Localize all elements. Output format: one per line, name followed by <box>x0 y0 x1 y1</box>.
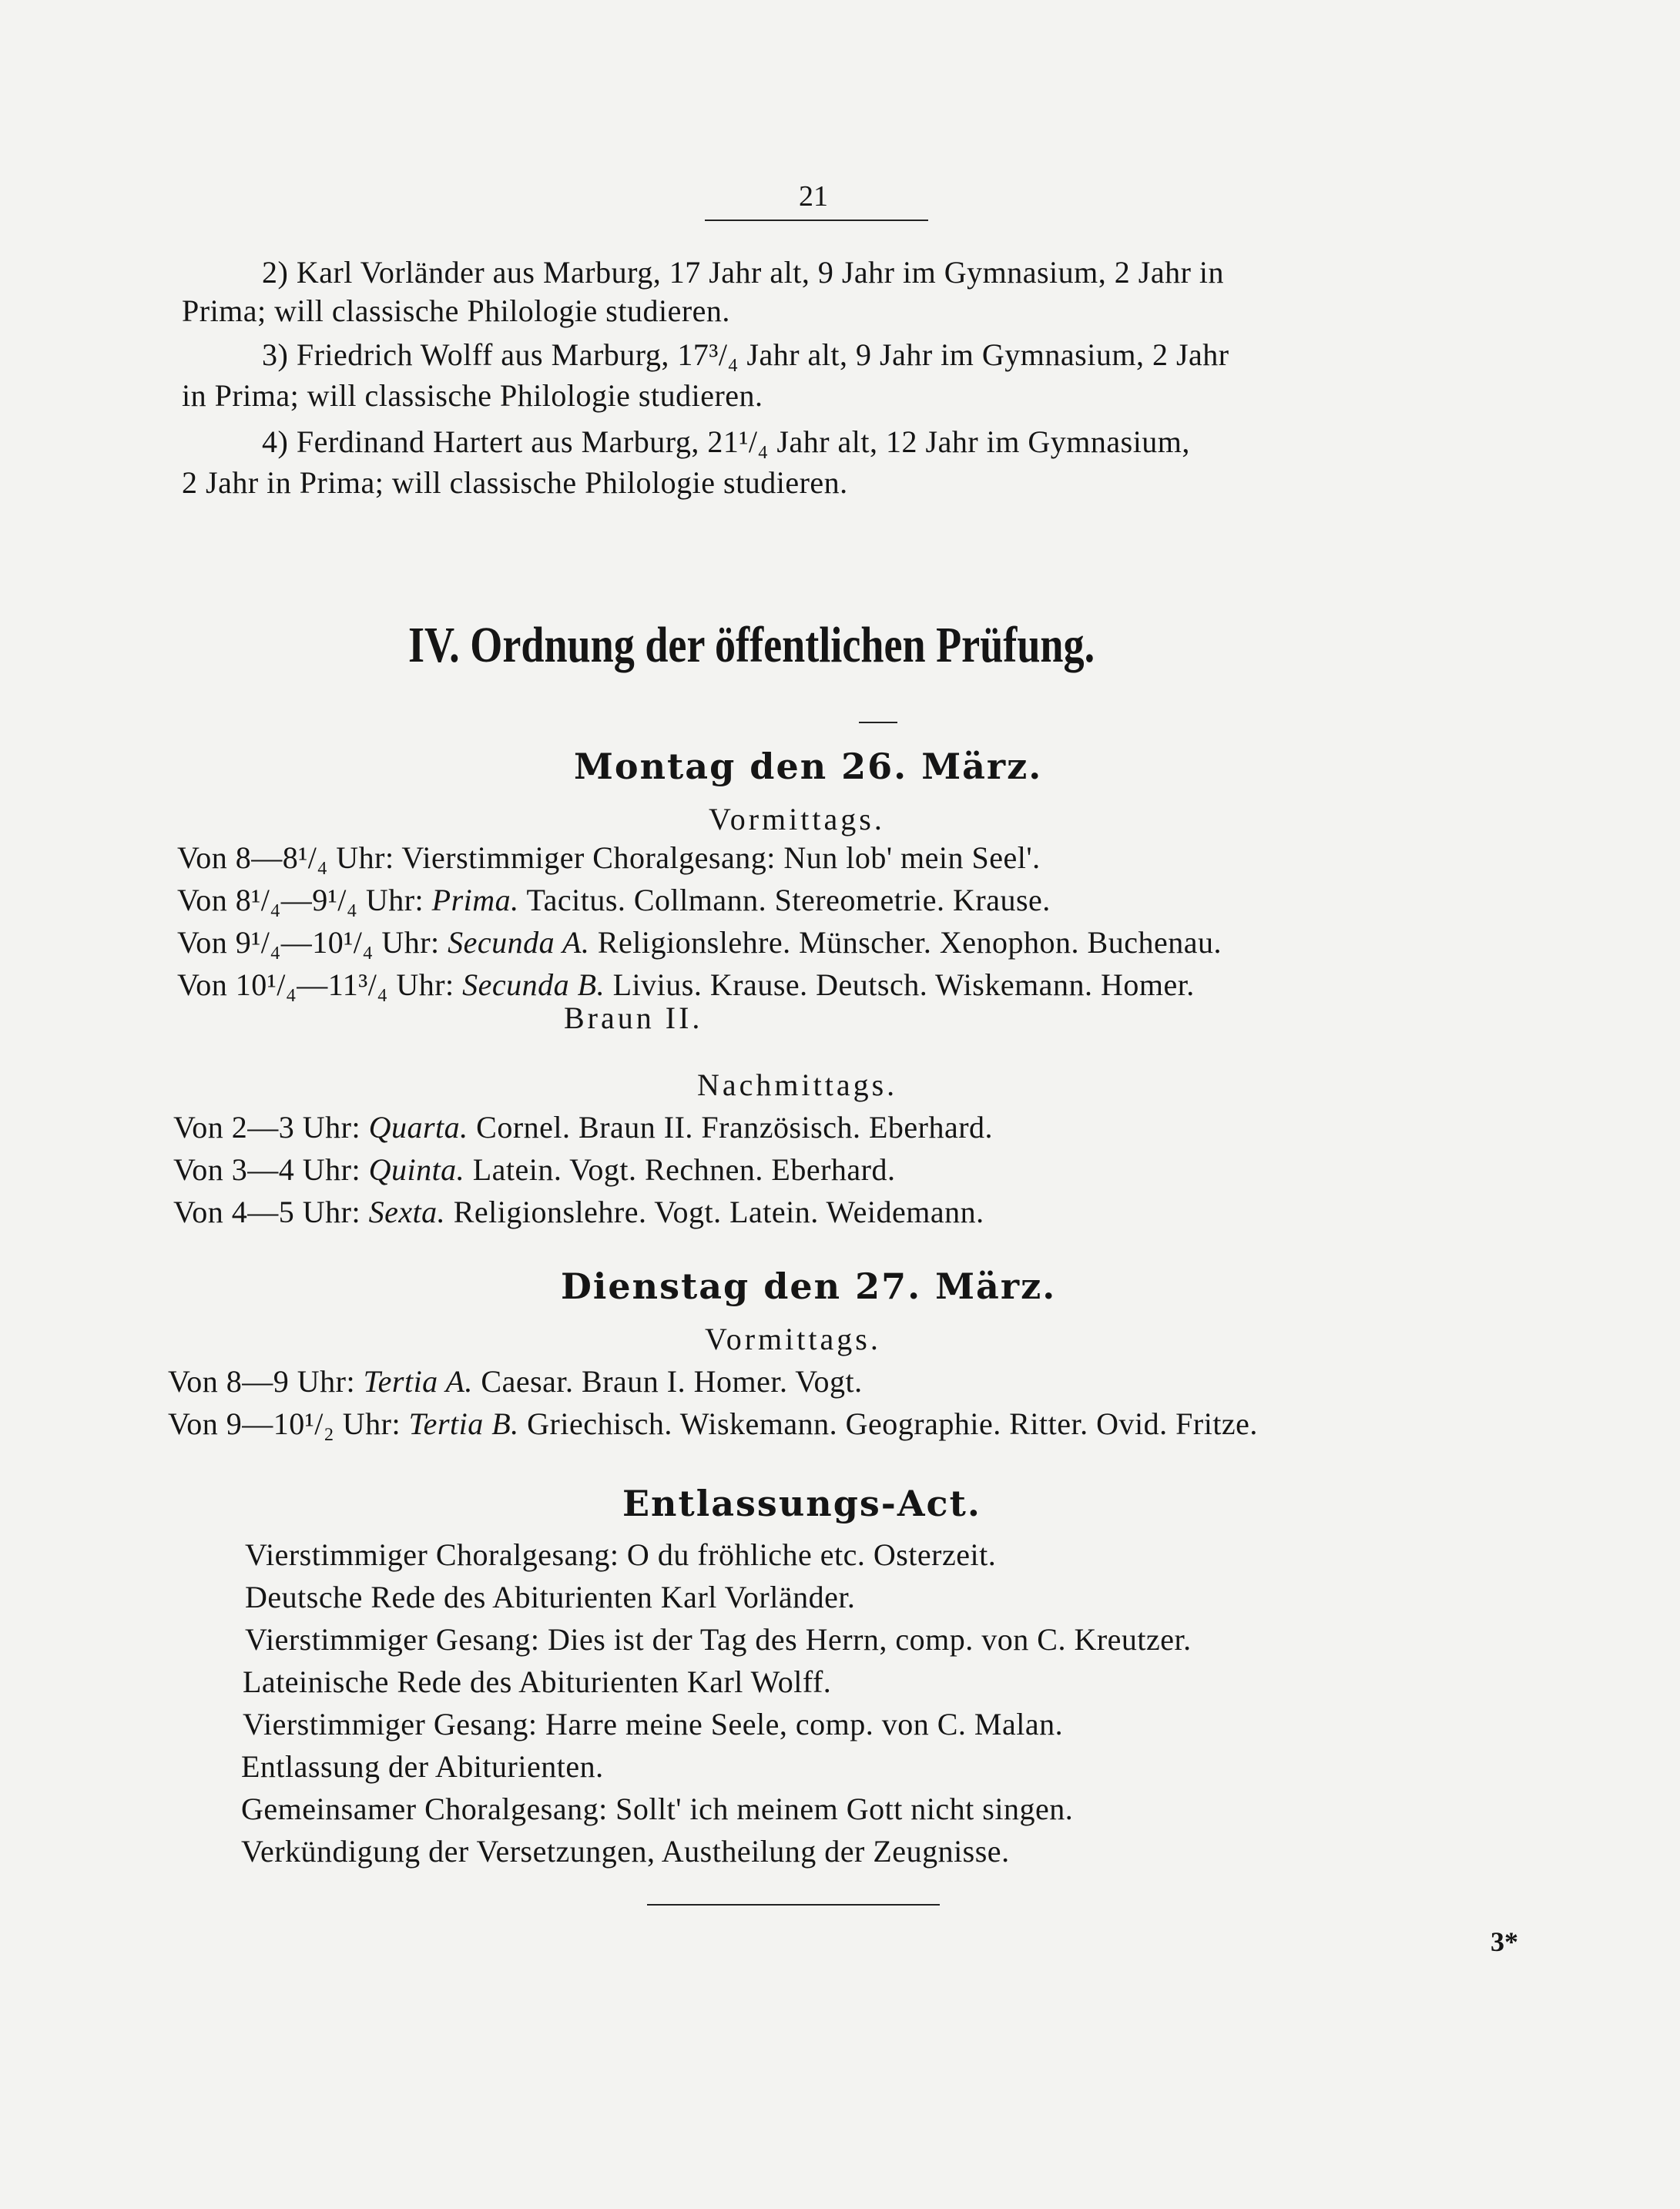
monday-afternoon-label: Nachmittags. <box>697 1068 898 1102</box>
act-item: Vierstimmiger Choralgesang: O du fröhliche etc. Osterzeit. <box>245 1537 997 1572</box>
schedule-rest: Caesar. Braun I. Homer. Vogt. <box>481 1364 863 1399</box>
act-item: Vierstimmiger Gesang: Dies ist der Tag des Herrn, comp. von C. Kreutzer. <box>245 1622 1192 1657</box>
schedule-class: Quinta. <box>368 1152 465 1187</box>
schedule-time: Von 10¹/₄—11³/₄ Uhr: <box>177 967 454 1002</box>
schedule-class: Tertia A. <box>363 1364 473 1399</box>
act-item: Gemeinsamer Choralgesang: Sollt' ich meinem Gott nicht singen. <box>241 1792 1074 1826</box>
schedule-rest: Latein. Vogt. Rechnen. Eberhard. <box>472 1152 896 1187</box>
page-number: 21 <box>799 180 828 213</box>
schedule-rest: Religionslehre. Münscher. Xenophon. Buchenau. <box>597 925 1222 960</box>
footer-rule <box>647 1904 940 1906</box>
student-2-line2: Prima; will classische Philologie studieren. <box>182 293 730 328</box>
schedule-row <box>177 967 1195 1003</box>
schedule-time: Von 4—5 Uhr: <box>173 1195 361 1229</box>
schedule-class: Sexta. <box>368 1195 446 1229</box>
monday-morning-label: Vormittags. <box>709 802 885 836</box>
schedule-time: Von 3—4 Uhr: <box>173 1152 361 1187</box>
act-item: Deutsche Rede des Abiturienten Karl Vorländer. <box>245 1580 856 1614</box>
schedule-rest: Vierstimmiger Choralgesang: Nun lob' mein Seel'. <box>401 840 1041 875</box>
act-item: Vierstimmiger Gesang: Harre meine Seele, comp. von C. Malan. <box>243 1707 1064 1741</box>
act-item: Verkündigung der Versetzungen, Austheilung der Zeugnisse. <box>241 1834 1010 1869</box>
schedule-time: Von 2—3 Uhr: <box>173 1110 361 1145</box>
schedule-row <box>173 1194 984 1230</box>
schedule-row <box>173 1151 896 1188</box>
act-title: Entlassungs-Act. <box>622 1483 981 1524</box>
schedule-rest: Cornel. Braun II. Französisch. Eberhard. <box>476 1110 994 1145</box>
schedule-row <box>168 1406 1258 1442</box>
schedule-time: Von 8—9 Uhr: <box>168 1364 356 1399</box>
monday-title: Montag den 26. März. <box>574 746 1043 787</box>
schedule-time: Von 8¹/₄—9¹/₄ Uhr: <box>177 883 424 917</box>
schedule-class: Prima. <box>431 883 519 917</box>
schedule-rest: Livius. Krause. Deutsch. Wiskemann. Homer. <box>612 967 1195 1002</box>
schedule-class: Tertia B. <box>408 1406 519 1441</box>
schedule-row <box>177 924 1222 960</box>
header-rule <box>705 220 928 221</box>
schedule-time: Von 9¹/₄—10¹/₄ Uhr: <box>177 925 440 960</box>
act-item: Entlassung der Abiturienten. <box>241 1749 604 1784</box>
schedule-row <box>177 840 1041 876</box>
act-item: Lateinische Rede des Abiturienten Karl Wolff. <box>243 1664 832 1699</box>
section-heading: IV. Ordnung der öffentlichen Prüfung. <box>408 617 1095 673</box>
schedule-rest: Religionslehre. Vogt. Latein. Weidemann. <box>453 1195 984 1229</box>
student-2-line1: 2) Karl Vorländer aus Marburg, 17 Jahr alt, 9 Jahr im Gymnasium, 2 Jahr in <box>262 255 1225 290</box>
schedule-class: Secunda B. <box>462 967 605 1002</box>
tuesday-morning-label: Vormittags. <box>705 1322 881 1356</box>
student-4-line2: 2 Jahr in Prima; will classische Philologie studieren. <box>182 465 848 500</box>
schedule-time: Von 8—8¹/₄ Uhr: <box>177 840 394 875</box>
schedule-rest: Tacitus. Collmann. Stereometrie. Krause. <box>526 883 1051 917</box>
schedule-time: Von 9—10¹/₂ Uhr: <box>168 1406 401 1441</box>
heading-rule <box>859 722 897 723</box>
schedule-rest: Griechisch. Wiskemann. Geographie. Ritter. Ovid. Fritze. <box>527 1406 1258 1441</box>
tuesday-title: Dienstag den 27. März. <box>561 1265 1057 1307</box>
signature-mark: 3* <box>1491 1926 1518 1957</box>
student-4-line1: 4) Ferdinand Hartert aus Marburg, 21¹/₄ Jahr alt, 12 Jahr im Gymnasium, <box>262 424 1190 459</box>
schedule-row <box>168 1363 863 1399</box>
student-3-line1: 3) Friedrich Wolff aus Marburg, 17³/₄ Jahr alt, 9 Jahr im Gymnasium, 2 Jahr <box>262 337 1229 372</box>
schedule-continuation: Braun II. <box>564 1001 703 1035</box>
schedule-class: Quarta. <box>368 1110 468 1145</box>
schedule-row <box>177 882 1051 918</box>
student-3-line2: in Prima; will classische Philologie studieren. <box>182 378 763 413</box>
schedule-row <box>173 1109 993 1145</box>
schedule-class: Secunda A. <box>448 925 590 960</box>
